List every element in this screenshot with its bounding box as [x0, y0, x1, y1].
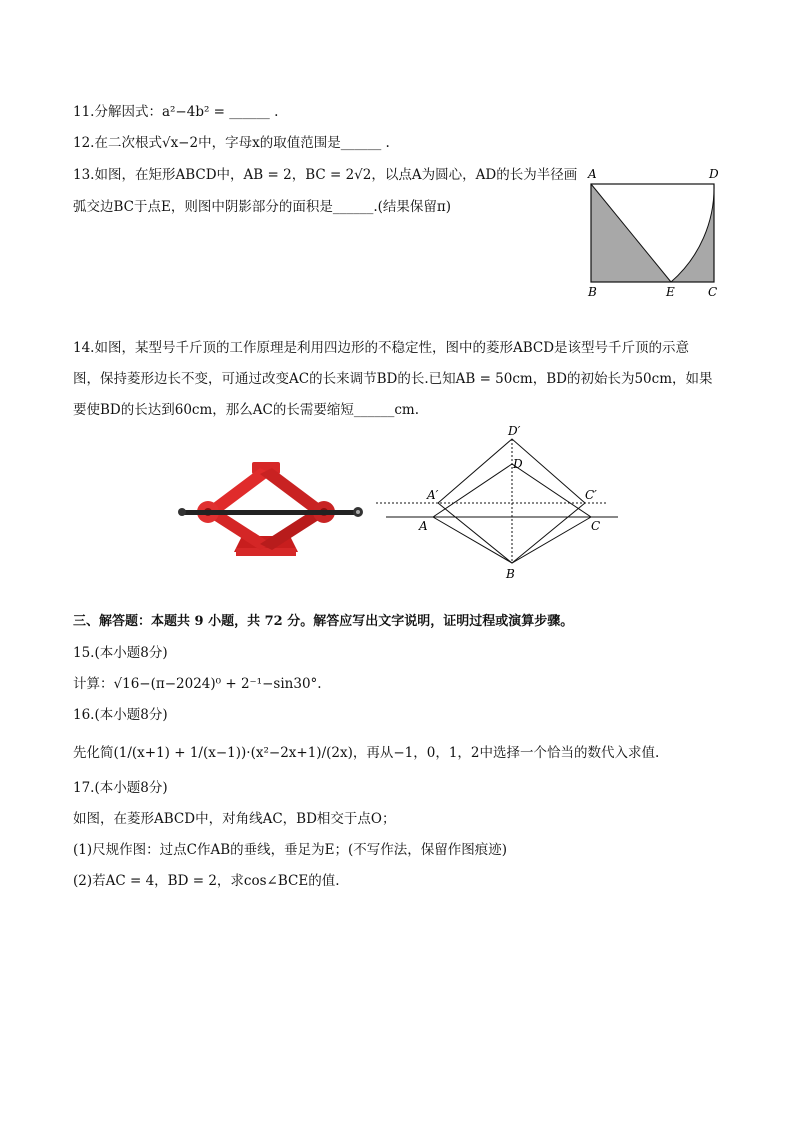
- question-14-rhombus-figure: [372, 420, 622, 585]
- question-15-body-text: 计算：√16−(π−2024)⁰ + 2⁻¹−sin30°.: [73, 676, 322, 692]
- question-17-header-text: 17.(本小题8分): [73, 780, 168, 796]
- question-14-line-2: [73, 369, 713, 389]
- label-d: D: [709, 167, 719, 181]
- question-14-text-1: 14.如图，某型号千斤顶的工作原理是利用四边形的不稳定性，图中的菱形ABCD是该型号千斤顶的示意: [73, 340, 690, 356]
- label-a: A: [588, 167, 597, 181]
- section-3-title: [73, 612, 573, 632]
- label-a-prime: A′: [427, 488, 439, 502]
- label-d: D: [513, 457, 523, 471]
- car-jack-image: [176, 458, 368, 562]
- question-14-line-3: [73, 400, 419, 420]
- question-11-text: 11.分解因式：a²−4b² = ______ .: [73, 104, 279, 120]
- question-17-part-2: [73, 871, 340, 891]
- question-16-body-text: 先化简(1/(x+1) + 1/(x−1))·(x²−2x+1)/(2x)，再从−1，0，1，2中选择一个恰当的数代入求值.: [73, 745, 660, 761]
- question-17-intro: [73, 809, 395, 829]
- question-13-text-1: 13.如图，在矩形ABCD中，AB = 2，BC = 2√2，以点A为圆心，AD的长为半径画: [73, 167, 578, 183]
- question-17-header: [73, 778, 168, 798]
- question-15-body: [73, 674, 322, 694]
- question-13-text-2: 弧交边BC于点E，则图中阴影部分的面积是______.(结果保留π): [73, 199, 452, 215]
- question-17-intro-text: 如图，在菱形ABCD中，对角线AC，BD相交于点O；: [73, 811, 396, 827]
- question-13-figure: [580, 162, 730, 302]
- question-15-header-text: 15.(本小题8分): [73, 645, 168, 661]
- question-12-text: 12.在二次根式√x−2中，字母x的取值范围是______ .: [73, 135, 390, 151]
- label-b: B: [506, 567, 515, 581]
- question-17-part-1-text: (1)尺规作图：过点C作AB的垂线，垂足为E；(不写作法，保留作图痕迹): [73, 842, 508, 858]
- question-13-line-1: [73, 165, 577, 185]
- section-3-text: 三、解答题：本题共 9 小题，共 72 分。解答应写出文字说明，证明过程或演算步骤。: [73, 614, 574, 629]
- question-15-header: [73, 643, 168, 663]
- question-14-text-2: 图，保持菱形边长不变，可通过改变AC的长来调节BD的长.已知AB = 50cm，BD的初始长为50cm，如果: [73, 371, 713, 387]
- label-b: B: [588, 285, 597, 299]
- question-13-line-2: [73, 197, 451, 217]
- question-14-text-3: 要使BD的长达到60cm，那么AC的长需要缩短______cm.: [73, 402, 420, 418]
- question-16-header: [73, 705, 168, 725]
- question-12: [73, 133, 390, 153]
- label-c: C: [591, 519, 601, 533]
- question-17-part-2-text: (2)若AC = 4，BD = 2，求cos∠BCE的值.: [73, 873, 340, 889]
- label-d-prime: D′: [508, 424, 521, 438]
- label-c: C: [708, 285, 718, 299]
- question-11: [73, 102, 278, 122]
- label-c-prime: C′: [585, 488, 597, 502]
- question-17-part-1: [73, 840, 507, 860]
- label-e: E: [666, 285, 675, 299]
- label-a: A: [419, 519, 428, 533]
- question-16-header-text: 16.(本小题8分): [73, 707, 168, 723]
- question-14-line-1: [73, 338, 689, 358]
- question-16-body: [73, 743, 659, 763]
- shaded-region-dec: [671, 184, 714, 282]
